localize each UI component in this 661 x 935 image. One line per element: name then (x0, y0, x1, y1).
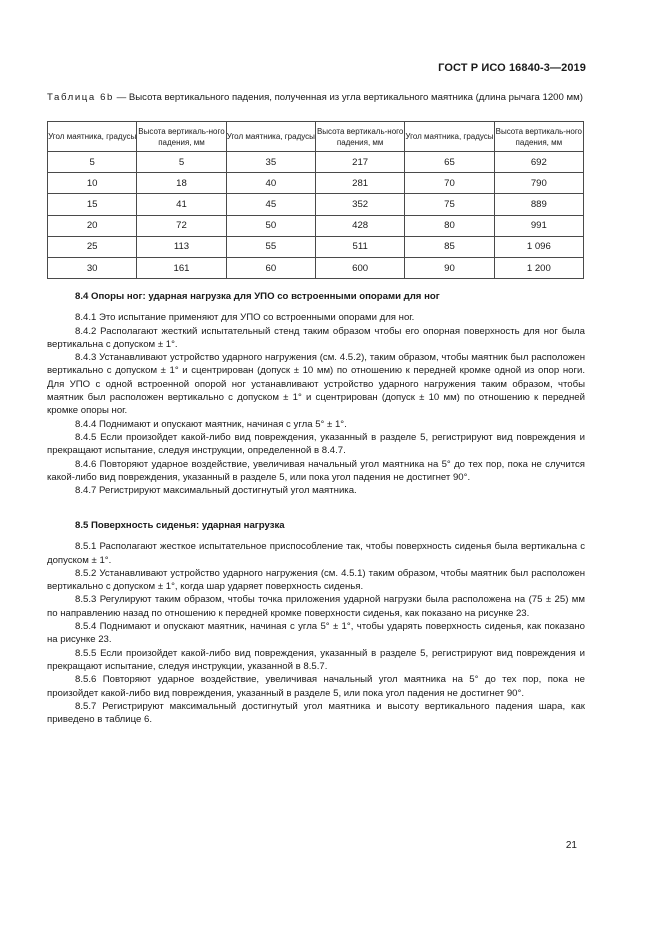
table-cell: 55 (226, 236, 315, 257)
table-cell: 352 (315, 194, 404, 215)
table-cell: 75 (405, 194, 494, 215)
paragraph: 8.4.3 Устанавливают устройство ударного нагружения (см. 4.5.2), таким образом, чтобы маятник был расположен вертикально с допуском ± 1° и сцентрирован (допуск ± 10 мм) по отношению к передней кромке одной из опор ноги. Для УПО с одной встроенной опорой ног устанавливают устройство ударного нагружения таким образом, чтобы маятник был расположен вертикально с допуском ± 1° и сцентрирован (допуск ± 10 мм) по отношению к передней кромке опоры ног. (47, 352, 585, 417)
paragraph: 8.5.7 Регистрируют максимальный достигнутый угол маятника и высоту вертикального падения шара, как приведено в таблице 6. (47, 700, 585, 726)
section-heading: 8.4 Опоры ног: ударная нагрузка для УПО со встроенными опорами для ног (75, 291, 440, 302)
paragraph: 8.4.4 Поднимают и опускают маятник, начиная с угла 5° ± 1°. (75, 418, 347, 430)
table-cell: 20 (48, 215, 137, 236)
header-angle-3: Угол маятника, градусы (405, 122, 494, 152)
table-row (48, 257, 584, 278)
table-cell: 113 (137, 236, 226, 257)
table-cell: 428 (315, 215, 404, 236)
standard-designation: ГОСТ Р ИСО 16840-3—2019 (438, 62, 586, 74)
table-cell: 90 (405, 257, 494, 278)
table-row (48, 236, 584, 257)
header-height-3: Высота вертикаль-ного падения, мм (494, 122, 583, 152)
table-row (48, 194, 584, 215)
table-row (48, 173, 584, 194)
table-cell: 72 (137, 215, 226, 236)
page-number: 21 (565, 840, 577, 851)
header-angle-1: Угол маятника, градусы (48, 122, 137, 152)
table-cell: 35 (226, 152, 315, 173)
table-cell: 991 (494, 215, 583, 236)
header-angle-2: Угол маятника, градусы (226, 122, 315, 152)
table-header-row (48, 122, 584, 152)
table-cell: 10 (48, 173, 137, 194)
table-cell: 217 (315, 152, 404, 173)
table-caption-text: — Высота вертикального падения, полученная из угла вертикального маятника (длина рычага 1200 мм) (113, 92, 583, 103)
paragraph: 8.4.7 Регистрируют максимальный достигнутый угол маятника. (75, 485, 357, 497)
paragraph: 8.5.6 Повторяют ударное воздействие, увеличивая начальный угол маятника на 5° до тех пор, пока не произойдет какой-либо вид повреждения, указанный в разделе 5, или пока угол падения не достигнет 90°. (47, 674, 585, 699)
table-row (48, 215, 584, 236)
paragraph: 8.5.2 Устанавливают устройство ударного нагружения (см. 4.5.1) таким образом, чтобы маятник был расположен вертикально с допуском ± 1°, когда шар ударяет поверхность сиденья. (47, 567, 585, 593)
section-8-4 (47, 290, 585, 497)
table-cell: 50 (226, 215, 315, 236)
header-height-2: Высота вертикаль-ного падения, мм (315, 122, 404, 152)
table-cell: 40 (226, 173, 315, 194)
table-caption-prefix: Таблица 6b (47, 92, 114, 103)
paragraph: 8.4.5 Если произойдет какой-либо вид повреждения, указанный в разделе 5, регистрируют вид повреждения и прекращают испытание, следуя инструкции, определенной в 8.4.7. (47, 431, 585, 457)
table-cell: 1 096 (494, 236, 583, 257)
table-cell: 889 (494, 194, 583, 215)
table-cell: 85 (405, 236, 494, 257)
table-cell: 790 (494, 173, 583, 194)
paragraph: 8.5.3 Регулируют таким образом, чтобы точка приложения ударной нагрузки была расположена на (75 ± 25) мм по направлению назад по отношению к передней кромке поверхности сиденья, как показано на рисунке 23. (47, 594, 585, 619)
table-cell: 25 (48, 236, 137, 257)
paragraph: 8.5.1 Располагают жесткое испытательное приспособление так, чтобы поверхность сиденья была вертикальна с допуском ± 1°. (47, 541, 585, 566)
section-heading: 8.5 Поверхность сиденья: ударная нагрузка (75, 520, 285, 531)
table-cell: 18 (137, 173, 226, 194)
table-cell: 45 (226, 194, 315, 215)
paragraph: 8.4.6 Повторяют ударное воздействие, увеличивая начальный угол маятника на 5° до тех пор, пока не случится какой-либо вид повреждения, указанный в разделе 5, или пока угол падения не достигнет 90°. (47, 458, 585, 483)
table-cell: 41 (137, 194, 226, 215)
table-cell: 70 (405, 173, 494, 194)
table-cell: 65 (405, 152, 494, 173)
paragraph: 8.4.2 Располагают жесткий испытательный стенд таким образом чтобы его опорная поверхность для ног была вертикальна с допуском ± 1°. (47, 325, 585, 350)
table-cell: 15 (48, 194, 137, 215)
table-caption (47, 92, 585, 104)
table-cell: 80 (405, 215, 494, 236)
table-cell: 281 (315, 173, 404, 194)
table-cell: 1 200 (494, 257, 583, 278)
table-row (48, 152, 584, 173)
table-cell: 5 (48, 152, 137, 173)
table-cell: 5 (137, 152, 226, 173)
table-cell: 161 (137, 257, 226, 278)
section-8-5 (47, 519, 585, 726)
table-cell: 30 (48, 257, 137, 278)
header-height-1: Высота вертикаль-ного падения, мм (137, 122, 226, 152)
paragraph: 8.5.4 Поднимают и опускают маятник, начиная с угла 5° ± 1°, чтобы ударять поверхность сиденья, как показано на рисунке 23. (47, 621, 585, 646)
table-cell: 60 (226, 257, 315, 278)
table-cell: 692 (494, 152, 583, 173)
paragraph: 8.4.1 Это испытание применяют для УПО со встроенными опорами для ног. (75, 312, 415, 324)
paragraph: 8.5.5 Если произойдет какой-либо вид повреждения, указанный в разделе 5, регистрируют вид повреждения и прекращают испытание, следуя инструкции, указанной в 8.5.7. (47, 647, 585, 672)
table-cell: 511 (315, 236, 404, 257)
table-cell: 600 (315, 257, 404, 278)
pendulum-height-table (47, 121, 584, 279)
